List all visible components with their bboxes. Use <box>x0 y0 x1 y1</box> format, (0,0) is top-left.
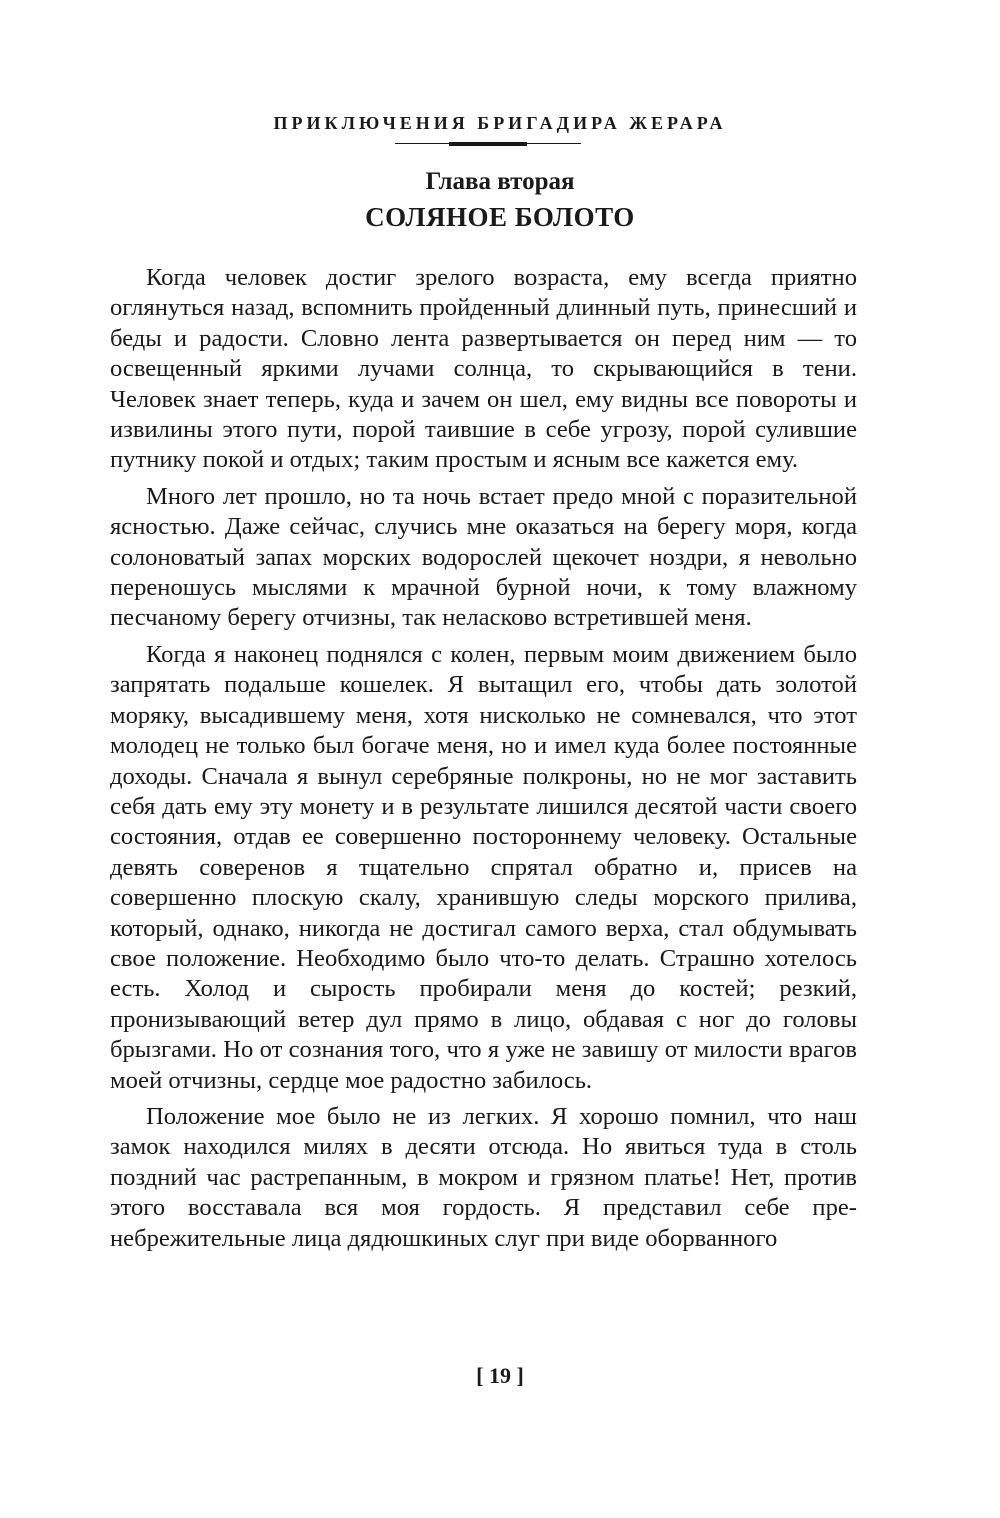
body-text <box>110 263 857 1260</box>
page-number: [ 19 ] <box>476 1363 524 1388</box>
chapter-label: Глава вторая <box>425 168 575 195</box>
paragraph: Положение мое было не из легких. Я хорошо помнил, что наш замок находился милях в десяти отсюда. Но явиться туда в столь поздний час растрепанным, в мокром и грязном платье! Нет, против этого восставала вся моя гордость. Я представил себе пренебрежительные лица дядюшкиных слуг при виде оборванного <box>110 1102 857 1252</box>
header-rule-accent <box>449 142 527 146</box>
paragraph: Когда человек достиг зрелого возраста, ему всегда приятно оглянуться назад, вспомнить пройденный длинный путь, принесший и беды и радости. Словно лента развертывается он перед ним — то освещенный яркими лучами солнца, то скрывающийся в тени. Человек знает теперь, куда и зачем он шел, ему видны все повороты и извилины этого пути, порой таившие в себе угрозу, порой сулившие путнику покой и отдых; таким простым и ясным все кажется ему. <box>110 264 857 474</box>
chapter-title: СОЛЯНОЕ БОЛОТО <box>365 202 635 232</box>
paragraph: Когда я наконец поднялся с колен, первым моим движением было запрятать подальше кошелек. Я вытащил его, чтобы дать золотой моряку, высадившему меня, хотя нисколько не сомневался, что этот молодец не только был богаче меня, но и имел куда более постоянные доходы. Сначала я вынул серебряные полкроны, но не мог заставить себя дать ему эту монету и в результате лишился десятой части своего состояния, отдав ее совершенно постороннему человеку. Остальные девять соверенов я тщательно спрятал обратно и, присев на совершенно плоскую скалу, хранившую следы морского прилива, который, однако, никогда не достигал самого верха, стал обдумывать свое положение. Необходимо было что-то делать. Страшно хотелось есть. Холод и сырость пробирали меня до костей; резкий, пронизывающий ветер дул прямо в лицо, обдавая с ног до головы брызгами. Но от сознания того, что я уже не завишу от милости врагов моей отчизны, сердце мое радостно забилось. <box>110 640 857 1094</box>
paragraph: Много лет прошло, но та ночь встает предо мной с поразительной ясностью. Даже сейчас, случись мне оказаться на берегу моря, когда солоноватый запах морских водорослей щекочет ноздри, я невольно переношусь мыслями к мрачной бурной ночи, к тому влажному песчаному берегу отчизны, так неласково встретившей меня. <box>110 482 857 632</box>
running-head: ПРИКЛЮЧЕНИЯ БРИГАДИРА ЖЕРАРА <box>273 113 727 133</box>
